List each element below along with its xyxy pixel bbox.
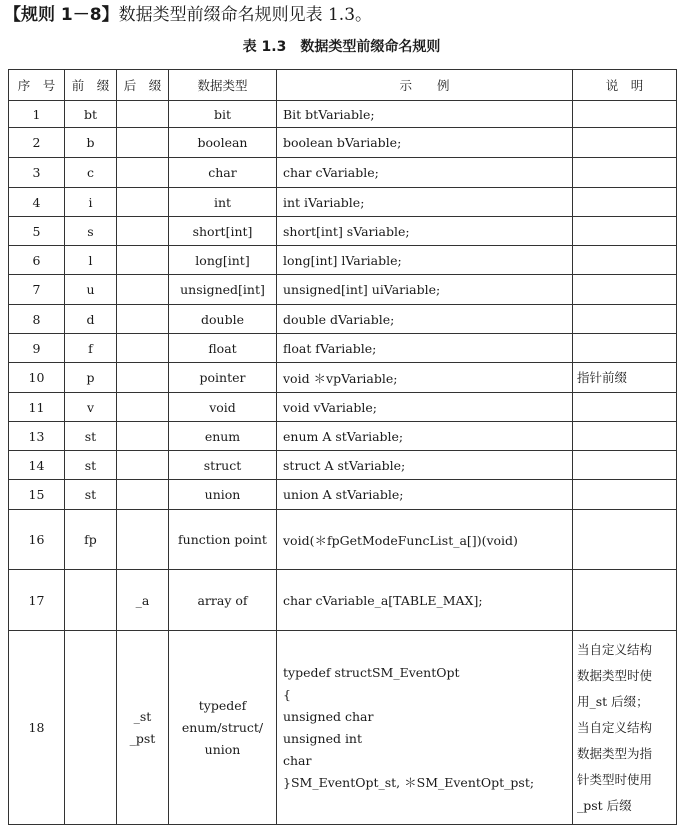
header-suffix: 后 缀 — [117, 70, 169, 101]
table-row — [9, 422, 677, 451]
cell-no: 4 — [9, 188, 65, 217]
header-example: 示 例 — [277, 70, 573, 101]
cell-suffix — [117, 128, 169, 158]
cell-note-line: 用_st 后缀； — [577, 693, 649, 709]
cell-example: short[int] sVariable; — [277, 217, 573, 246]
cell-no: 15 — [9, 480, 65, 510]
cell-data-type: long[int] — [169, 246, 277, 275]
header-note: 说 明 — [573, 70, 677, 101]
cell-suffix — [117, 451, 169, 480]
cell-data-type: double — [169, 305, 277, 334]
cell-example: void(＊fpGetModeFuncList_a[])(void) — [277, 510, 573, 570]
header-data-type: 数据类型 — [169, 70, 277, 101]
cell-suffix — [117, 422, 169, 451]
cell-suffix — [117, 217, 169, 246]
cell-note-line: 当自定义结构 — [577, 641, 653, 657]
cell-example: boolean bVariable; — [277, 128, 573, 158]
cell-suffix — [117, 480, 169, 510]
cell-prefix: bt — [65, 101, 117, 128]
cell-example: float fVariable; — [277, 334, 573, 363]
cell-data-type-line: typedef — [198, 697, 247, 713]
cell-note — [573, 393, 677, 422]
table-row — [9, 570, 677, 631]
table-row — [9, 393, 677, 422]
cell-data-type-line: union — [204, 741, 241, 757]
cell-no: 13 — [9, 422, 65, 451]
cell-note — [573, 480, 677, 510]
table-row — [9, 305, 677, 334]
table-row — [9, 101, 677, 128]
cell-suffix — [117, 305, 169, 334]
cell-data-type: int — [169, 188, 277, 217]
cell-suffix — [117, 393, 169, 422]
cell-note — [573, 101, 677, 128]
cell-no: 17 — [9, 570, 65, 631]
cell-example: int iVariable; — [277, 188, 573, 217]
cell-note: 指针前缀 — [573, 363, 677, 393]
cell-no: 7 — [9, 275, 65, 305]
table-row — [9, 217, 677, 246]
header-prefix: 前 缀 — [65, 70, 117, 101]
table-row — [9, 275, 677, 305]
cell-prefix: s — [65, 217, 117, 246]
cell-no: 14 — [9, 451, 65, 480]
cell-suffix — [117, 275, 169, 305]
cell-no: 18 — [9, 631, 65, 825]
cell-no: 11 — [9, 393, 65, 422]
table-row — [9, 363, 677, 393]
cell-no: 16 — [9, 510, 65, 570]
cell-example-line: { — [283, 686, 291, 702]
cell-note — [573, 422, 677, 451]
cell-note-line: 针类型时使用 — [577, 771, 653, 787]
cell-prefix: st — [65, 480, 117, 510]
cell-suffix — [117, 363, 169, 393]
cell-suffix — [117, 246, 169, 275]
table-row — [9, 246, 677, 275]
cell-prefix: i — [65, 188, 117, 217]
cell-prefix: fp — [65, 510, 117, 570]
table-row — [9, 158, 677, 188]
cell-example-line: typedef structSM_EventOpt — [283, 664, 460, 680]
table-row — [9, 128, 677, 158]
cell-data-type — [169, 631, 277, 825]
cell-data-type: pointer — [169, 363, 277, 393]
cell-no: 5 — [9, 217, 65, 246]
cell-suffix — [117, 188, 169, 217]
cell-data-type: array of — [169, 570, 277, 631]
cell-data-type: short[int] — [169, 217, 277, 246]
table-row — [9, 480, 677, 510]
cell-example: struct A stVariable; — [277, 451, 573, 480]
cell-data-type: char — [169, 158, 277, 188]
cell-example: double dVariable; — [277, 305, 573, 334]
cell-suffix — [117, 510, 169, 570]
cell-example: void ＊vpVariable; — [277, 363, 573, 393]
cell-note — [573, 217, 677, 246]
cell-no: 8 — [9, 305, 65, 334]
cell-data-type: enum — [169, 422, 277, 451]
cell-example: void vVariable; — [277, 393, 573, 422]
cell-note-line: _pst 后缀 — [577, 797, 632, 813]
cell-prefix: l — [65, 246, 117, 275]
cell-prefix: d — [65, 305, 117, 334]
table-row — [9, 451, 677, 480]
rule-statement — [4, 2, 372, 28]
cell-prefix: f — [65, 334, 117, 363]
cell-data-type: struct — [169, 451, 277, 480]
cell-example-line: }SM_EventOpt_st, ＊SM_EventOpt_pst; — [283, 774, 535, 790]
cell-data-type: boolean — [169, 128, 277, 158]
cell-prefix — [65, 631, 117, 825]
cell-note — [573, 305, 677, 334]
cell-note-line: 数据类型时使 — [577, 667, 653, 683]
cell-no: 1 — [9, 101, 65, 128]
naming-rules-table — [8, 69, 677, 825]
cell-note — [573, 451, 677, 480]
cell-suffix — [117, 101, 169, 128]
cell-prefix: c — [65, 158, 117, 188]
cell-data-type-line: enum/struct/ — [181, 719, 264, 735]
cell-example — [277, 631, 573, 825]
cell-example: unsigned[int] uiVariable; — [277, 275, 573, 305]
cell-note — [573, 334, 677, 363]
cell-data-type: float — [169, 334, 277, 363]
cell-no: 3 — [9, 158, 65, 188]
cell-data-type: bit — [169, 101, 277, 128]
cell-example: long[int] lVariable; — [277, 246, 573, 275]
cell-note — [573, 188, 677, 217]
cell-suffix — [117, 158, 169, 188]
cell-data-type: function point — [169, 510, 277, 570]
cell-suffix-line: _pst — [129, 730, 156, 746]
cell-prefix — [65, 570, 117, 631]
header-no: 序 号 — [9, 70, 65, 101]
cell-suffix — [117, 631, 169, 825]
cell-note-line: 数据类型为指 — [577, 745, 653, 761]
table-header-row — [9, 70, 677, 101]
cell-no: 2 — [9, 128, 65, 158]
cell-note — [573, 510, 677, 570]
cell-example: union A stVariable; — [277, 480, 573, 510]
cell-example-line: unsigned char — [283, 708, 374, 724]
cell-note — [573, 631, 677, 825]
cell-note — [573, 158, 677, 188]
cell-prefix: v — [65, 393, 117, 422]
cell-prefix: st — [65, 451, 117, 480]
table-row — [9, 334, 677, 363]
rule-text: 数据类型前缀命名规则见表 1.3。 — [118, 5, 373, 25]
cell-note-line: 当自定义结构 — [577, 719, 653, 735]
cell-no: 6 — [9, 246, 65, 275]
cell-no: 10 — [9, 363, 65, 393]
cell-data-type: unsigned[int] — [169, 275, 277, 305]
cell-suffix — [117, 334, 169, 363]
cell-prefix: b — [65, 128, 117, 158]
cell-data-type: void — [169, 393, 277, 422]
table-caption: 表 1.3 数据类型前缀命名规则 — [242, 39, 441, 55]
rule-tag: 【规则 1－8】 — [4, 5, 119, 25]
cell-suffix: _a — [117, 570, 169, 631]
cell-suffix-line: _st — [133, 708, 152, 724]
cell-no: 9 — [9, 334, 65, 363]
cell-data-type: union — [169, 480, 277, 510]
table-row — [9, 188, 677, 217]
cell-example-line: unsigned int — [283, 730, 363, 746]
cell-example: char cVariable_a[TABLE_MAX]; — [277, 570, 573, 631]
table-row — [9, 510, 677, 570]
cell-prefix: st — [65, 422, 117, 451]
cell-example: enum A stVariable; — [277, 422, 573, 451]
cell-example: Bit btVariable; — [277, 101, 573, 128]
cell-prefix: u — [65, 275, 117, 305]
cell-example: char cVariable; — [277, 158, 573, 188]
table-row — [9, 631, 677, 825]
cell-note — [573, 570, 677, 631]
cell-note — [573, 275, 677, 305]
cell-prefix: p — [65, 363, 117, 393]
cell-example-line: char — [283, 752, 312, 768]
cell-note — [573, 128, 677, 158]
cell-note — [573, 246, 677, 275]
